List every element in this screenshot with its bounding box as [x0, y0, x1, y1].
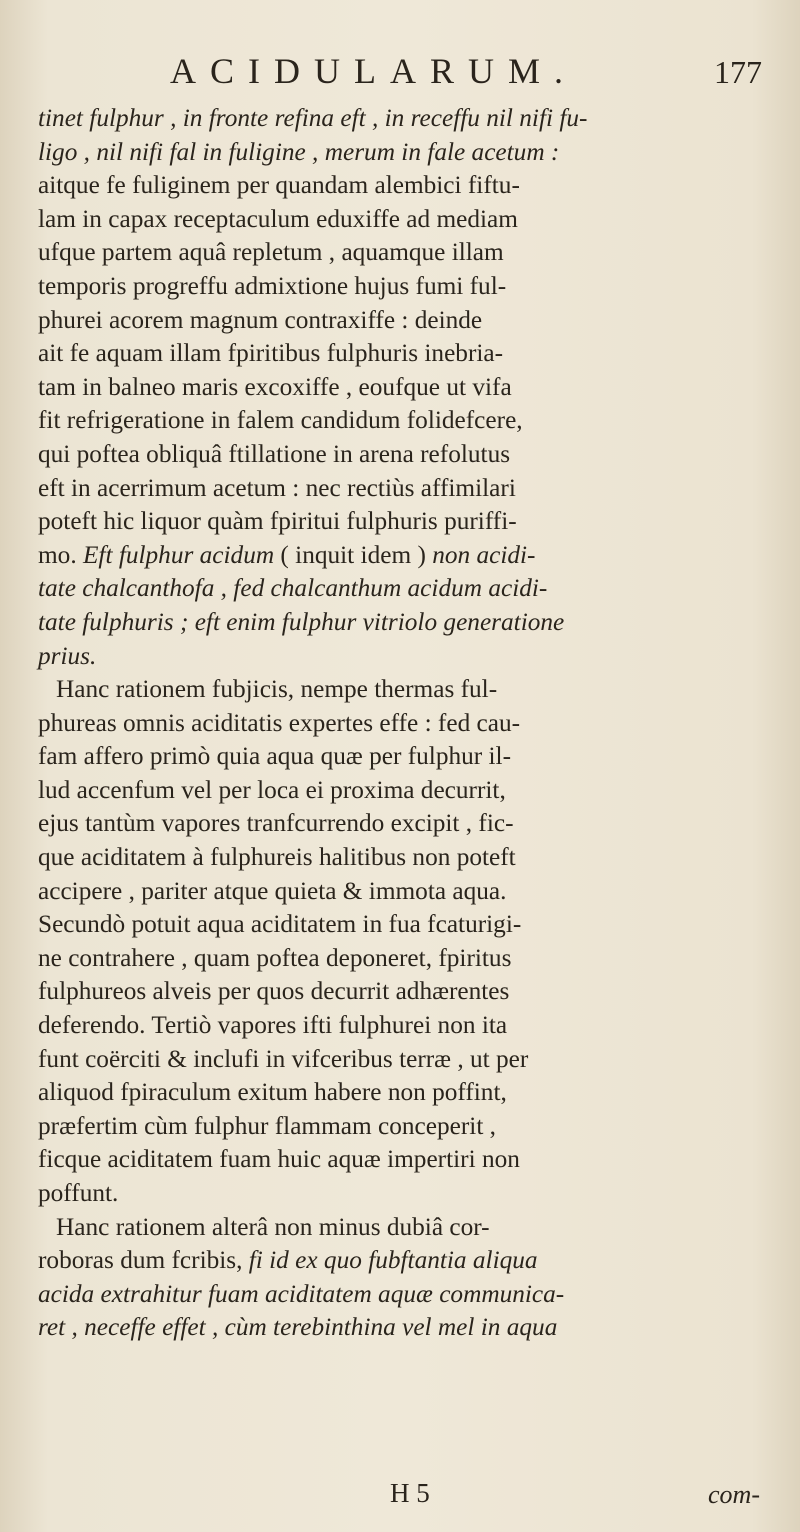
- text-line: [38, 707, 766, 741]
- roman-text: poffunt.: [38, 1179, 119, 1207]
- text-line: [38, 1278, 766, 1312]
- text-line: [38, 236, 766, 270]
- text-line: [38, 774, 766, 808]
- roman-text: roboras dum fcribis,: [38, 1246, 249, 1275]
- roman-text: aitque fe fuliginem per quandam alembici fiftu-: [38, 171, 520, 200]
- roman-text: que aciditatem à fulphureis halitibus non poteft: [38, 843, 516, 872]
- text-line: [38, 1143, 766, 1177]
- roman-text: ( inquit idem ): [274, 540, 433, 569]
- italic-text: prius.: [38, 641, 97, 670]
- page-number: 177: [714, 54, 762, 90]
- text-line: [38, 169, 766, 203]
- text-line: [38, 740, 766, 774]
- catchword: com-: [708, 1480, 760, 1509]
- text-line: [38, 975, 766, 1009]
- body-text: [38, 102, 766, 1345]
- roman-text: accipere , pariter atque quieta & immota aqua.: [38, 876, 507, 905]
- italic-text: tinet fulphur , in fronte refina eft , in receffu nil nifi fu-: [38, 104, 588, 132]
- text-line: [38, 1076, 766, 1110]
- text-line: [38, 841, 766, 875]
- roman-text: fit refrigeratione in falem candidum folidefcere,: [38, 406, 523, 435]
- italic-text: Eft fulphur acidum: [82, 540, 275, 569]
- text-line: [38, 640, 766, 674]
- roman-text: ait fe aquam illam fpiritibus fulphuris inebria-: [38, 339, 504, 368]
- roman-text: funt coërciti & inclufi in vifceribus terræ , ut per: [38, 1044, 529, 1073]
- roman-text: lam in capax receptaculum eduxiffe ad mediam: [38, 204, 518, 233]
- text-line: [38, 875, 766, 909]
- roman-text: tam in balneo maris excoxiffe , eoufque ut vifa: [38, 372, 512, 401]
- roman-text: fulphureos alveis per quos decurrit adhærentes: [38, 977, 510, 1006]
- roman-text: qui poftea obliquâ ftillatione in arena refolutus: [38, 439, 511, 468]
- text-line: [38, 270, 766, 304]
- roman-text: Secundò potuit aqua aciditatem in fua fcaturigi-: [38, 910, 522, 939]
- text-line: [38, 472, 766, 506]
- text-line: [38, 438, 766, 472]
- text-line: [38, 1043, 766, 1077]
- roman-text: temporis progreffu admixtione hujus fumi ful-: [38, 271, 507, 300]
- roman-text: aliquod fpiraculum exitum habere non poffint,: [38, 1078, 507, 1107]
- italic-text: acida extrahitur fuam aciditatem aquæ communica-: [38, 1279, 565, 1308]
- italic-text: fi id ex quo fubftantia aliqua: [248, 1246, 538, 1275]
- roman-text: phurei acorem magnum contraxiffe : deinde: [38, 305, 483, 334]
- roman-text: lud accenfum vel per loca ei proxima decurrit,: [38, 775, 506, 804]
- italic-text: ret , neceffe effet , cùm terebinthina vel mel in aqua: [38, 1313, 558, 1342]
- text-line: [38, 505, 766, 539]
- text-line: [38, 371, 766, 405]
- page-footer: [0, 1478, 800, 1518]
- text-line: [38, 1211, 766, 1245]
- text-line: [38, 1009, 766, 1043]
- text-line: [38, 539, 766, 573]
- text-line: [38, 136, 766, 170]
- text-line: [38, 102, 766, 136]
- roman-text: fam affero primò quia aqua quæ per fulphur il-: [38, 742, 511, 771]
- running-head: ACIDULARUM.: [170, 51, 578, 91]
- roman-text: ficque aciditatem fuam huic aquæ impertiri non: [38, 1145, 520, 1174]
- italic-text: tate chalcanthofa , fed chalcanthum acidum acidi-: [38, 574, 548, 603]
- text-line: [38, 942, 766, 976]
- text-line: [38, 1177, 766, 1211]
- roman-text: ejus tantùm vapores tranfcurrendo excipit , fic-: [38, 809, 514, 838]
- text-line: [38, 807, 766, 841]
- roman-text: præfertim cùm fulphur flammam conceperit ,: [38, 1111, 496, 1140]
- roman-text: Hanc rationem alterâ non minus dubiâ cor-: [56, 1212, 490, 1241]
- text-line: [38, 1311, 766, 1345]
- text-line: [38, 203, 766, 237]
- text-line: [38, 337, 766, 371]
- text-line: [38, 1110, 766, 1144]
- roman-text: deferendo. Tertiò vapores ifti fulphurei non ita: [38, 1011, 508, 1040]
- page-header: [0, 50, 800, 100]
- text-line: [38, 908, 766, 942]
- roman-text: phureas omnis aciditatis expertes effe : fed cau-: [38, 708, 521, 737]
- text-line: [38, 304, 766, 338]
- roman-text: ufque partem aquâ repletum , aquamque illam: [38, 238, 504, 267]
- text-line: [38, 1244, 766, 1278]
- roman-text: Hanc rationem fubjicis, nempe thermas ful-: [56, 675, 498, 704]
- roman-text: eft in acerrimum acetum : nec rectiùs affimilari: [38, 473, 516, 502]
- signature-mark: H 5: [390, 1478, 430, 1508]
- text-line: [38, 673, 766, 707]
- roman-text: mo.: [38, 540, 83, 569]
- text-line: [38, 404, 766, 438]
- roman-text: ne contrahere , quam poftea deponeret, fpiritus: [38, 943, 512, 972]
- text-line: [38, 606, 766, 640]
- italic-text: non acidi-: [432, 540, 536, 569]
- italic-text: tate fulphuris ; eft enim fulphur vitriolo generatione: [38, 607, 565, 636]
- text-line: [38, 572, 766, 606]
- italic-text: ligo , nil nifi fal in fuligine , merum in fale acetum :: [38, 137, 560, 166]
- roman-text: poteft hic liquor quàm fpiritui fulphuris puriffi-: [38, 507, 517, 536]
